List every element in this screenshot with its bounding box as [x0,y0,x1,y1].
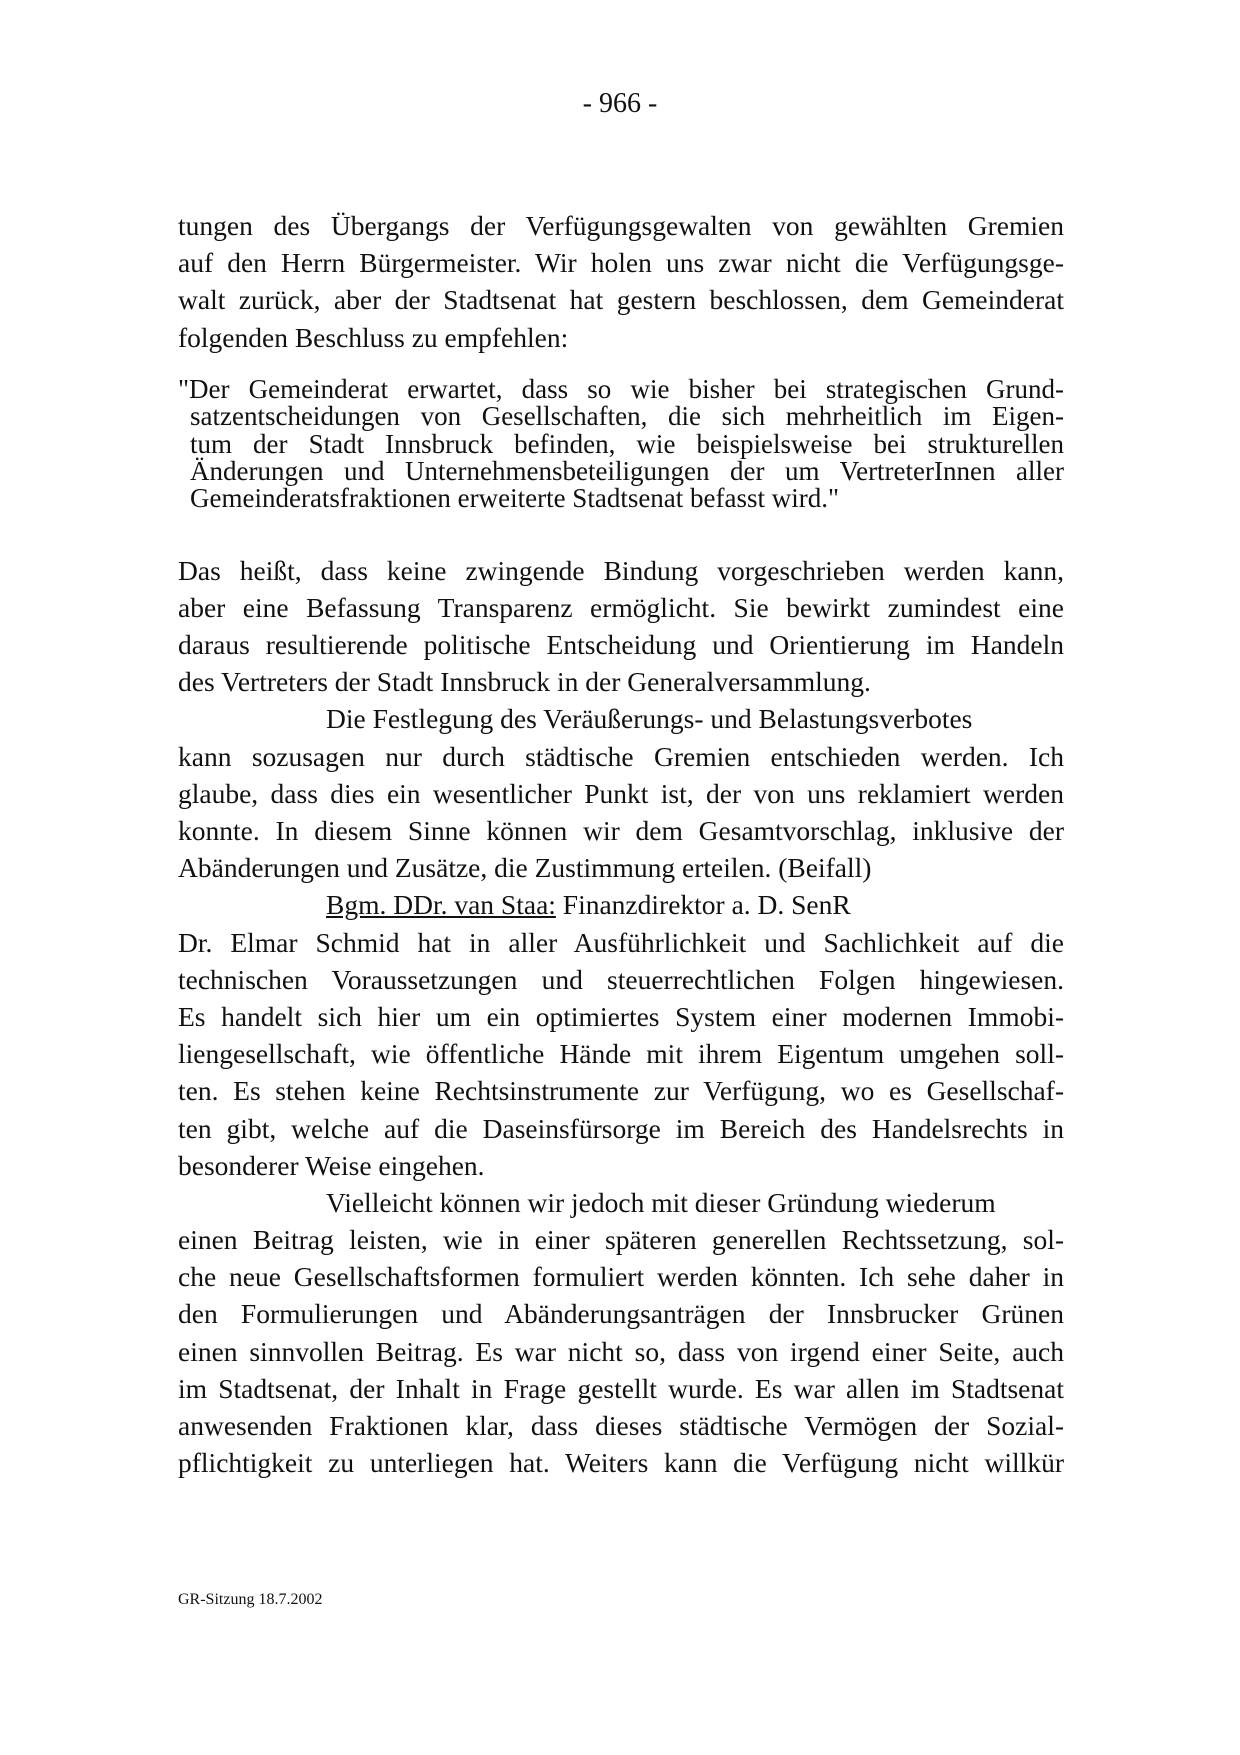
quoted-resolution [178,373,1064,514]
paragraph-3 [178,700,1064,886]
text-line: einen sinnvollen Beitrag. Es war nicht so, dass von irgend einer Seite, auch [178,1335,1064,1367]
text-line: im Stadtsenat, der Inhalt in Frage gestellt wurde. Es war allen im Stadtsenat [178,1372,1064,1404]
text-line: einen Beitrag leisten, wie in einer späteren generellen Rechtssetzung, sol- [178,1224,1064,1256]
quote-line: Änderungen und Unternehmensbeteiligungen der um VertreterInnen aller [190,455,1064,486]
paragraph-5 [178,1184,1064,1482]
speaker-line-text: Finanzdirektor a. D. SenR [555,889,851,921]
paragraph-1 [178,207,1064,356]
quote-line: tum der Stadt Innsbruck befinden, wie beispielsweise bei strukturellen [190,428,1064,459]
text-line: des Vertreters der Stadt Innsbruck in der Generalversammlung. [178,666,871,698]
text-line: folgenden Beschluss zu empfehlen: [178,321,569,353]
text-line: anwesenden Fraktionen klar, dass dieses städtische Vermögen der Sozial- [178,1410,1064,1442]
text-line: Vielleicht können wir jedoch mit dieser Gründung wiederum [326,1186,996,1218]
text-line: auf den Herrn Bürgermeister. Wir holen uns zwar nicht die Verfügungsge- [178,247,1064,279]
text-line: Abänderungen und Zusätze, die Zustimmung erteilen. (Beifall) [178,852,872,884]
text-line: daraus resultierende politische Entscheidung und Orientierung im Handeln [178,629,1064,661]
text-line: besonderer Weise eingehen. [178,1149,485,1181]
quote-line: satzentscheidungen von Gesellschaften, die sich mehrheitlich im Eigen- [190,401,1064,432]
text-line: liengesellschaft, wie öffentliche Hände mit ihrem Eigentum umgehen soll- [178,1038,1064,1070]
document-body [178,207,1064,1481]
text-line: glaube, dass dies ein wesentlicher Punkt ist, der von uns reklamiert werden [178,777,1064,809]
text-line: pflichtigkeit zu unterliegen hat. Weiters kann die Verfügung nicht willkür [178,1447,1064,1479]
text-line: aber eine Befassung Transparenz ermöglicht. Sie bewirkt zumindest eine [178,591,1064,623]
text-line: che neue Gesellschaftsformen formuliert werden könnten. Ich sehe daher in [178,1261,1064,1293]
text-line: technischen Voraussetzungen und steuerrechtlichen Folgen hingewiesen. [178,963,1064,995]
page-number: - 966 - [582,88,658,119]
text-line: Das heißt, dass keine zwingende Bindung vorgeschrieben werden kann, [178,554,1064,586]
text-line: den Formulierungen und Abänderungsanträgen der Innsbrucker Grünen [178,1298,1064,1330]
text-line: ten. Es stehen keine Rechtsinstrumente zur Verfügung, wo es Gesellschaf- [178,1075,1064,1107]
speaker-line [178,886,1064,923]
paragraph-2 [178,552,1064,701]
text-line: Die Festlegung des Veräußerungs- und Belastungsverbotes [326,703,973,735]
page-footer: GR-Sitzung 18.7.2002 [178,1591,323,1608]
paragraph-4 [178,886,1064,1184]
text-line: Dr. Elmar Schmid hat in aller Ausführlichkeit und Sachlichkeit auf die [178,926,1064,958]
text-line: tungen des Übergangs der Verfügungsgewalten von gewählten Gremien [178,210,1064,241]
text-line: walt zurück, aber der Stadtsenat hat gestern beschlossen, dem Gemeinderat [178,284,1064,316]
text-line: Es handelt sich hier um ein optimiertes System einer modernen Immobi- [178,1000,1064,1032]
text-line: ten gibt, welche auf die Daseinsfürsorge im Bereich des Handelsrechts in [178,1112,1064,1144]
quote-line: "Der Gemeinderat erwartet, dass so wie bisher bei strategischen Grund- [178,373,1064,404]
speaker-name: Bgm. DDr. van Staa: [326,889,556,921]
quote-line: Gemeinderatsfraktionen erweiterte Stadtsenat befasst wird." [190,483,840,514]
text-line: kann sozusagen nur durch städtische Gremien entschieden werden. Ich [178,740,1064,772]
text-line: konnte. In diesem Sinne können wir dem Gesamtvorschlag, inklusive der [178,815,1064,847]
